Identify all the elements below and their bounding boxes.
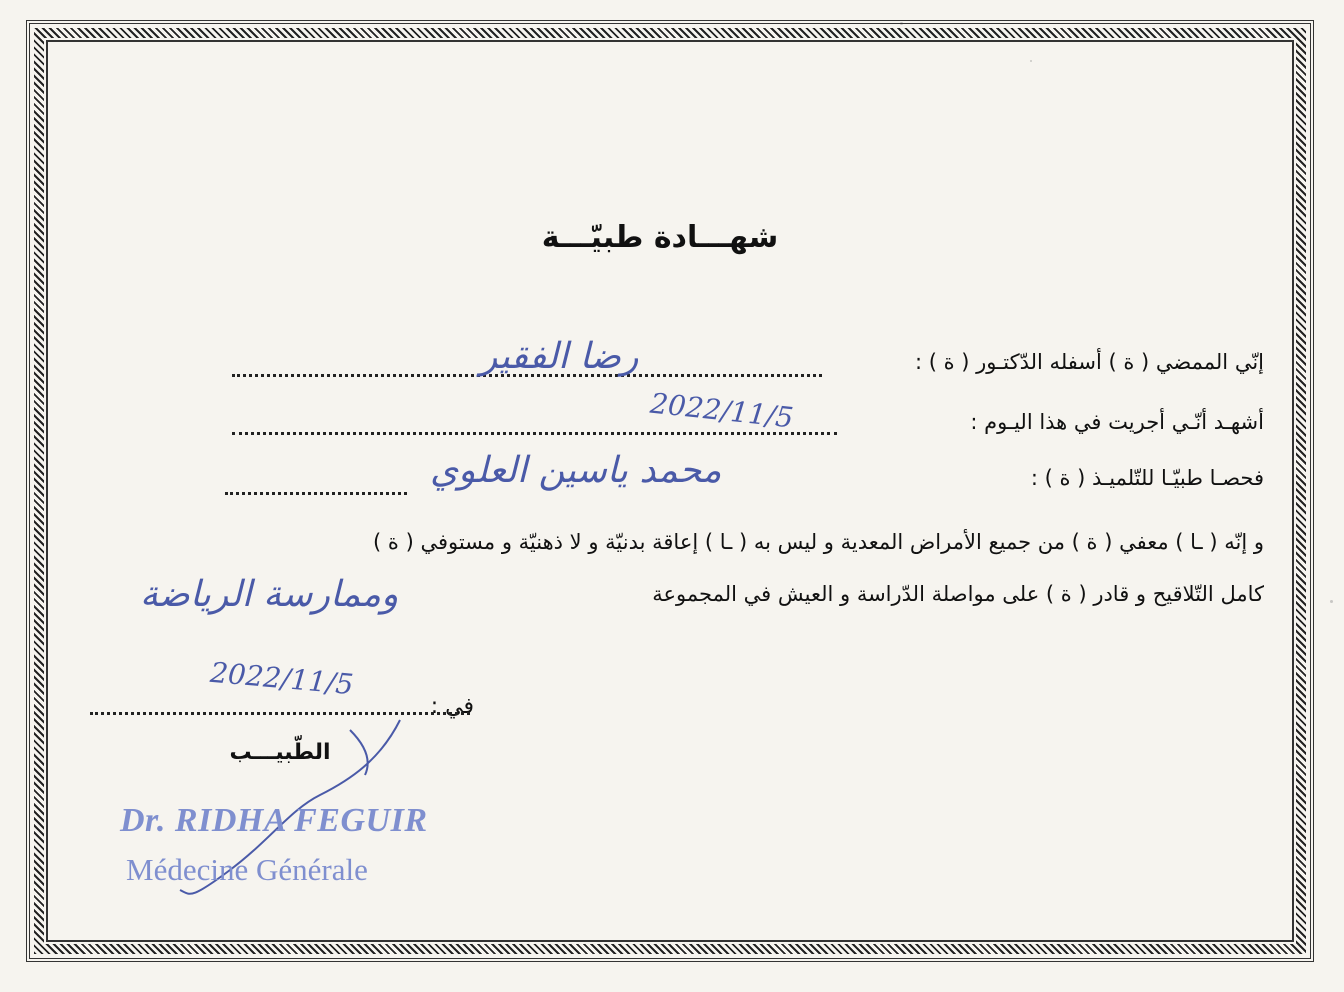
place-date-handwritten: 2022/11/5 [208,655,355,702]
student-name-handwritten: محمد ياسين العلوي [430,450,722,491]
exam-date-line-label: أشهـد أنّـي أجريت في هذا اليـوم : [970,410,1264,434]
certificate-title: شهـــادة طبيّـــة [541,220,779,255]
signatory-label: الطّبيـــب [229,740,331,765]
health-statement-line: و إنّه ( ـا ) معفي ( ة ) من جميع الأمراض المعدية و ليس به ( ـا ) إعاقة بدنيّة و لا ذهنيّة و مستوفي ( ة ) [373,530,1264,554]
student-line-label: فحصـا طبيّـا للتّلميـذ ( ة ) : [1030,466,1264,490]
stamp-specialty: Médecine Générale [126,852,368,887]
doctor-name-handwritten: رضا الفقير [480,336,639,377]
vaccination-statement-line: كامل التّلاقيح و قادر ( ة ) على مواصلة الدّراسة و العيش في المجموعة [652,582,1264,606]
doctor-line-label: إنّي الممضي ( ة ) أسفله الدّكتـور ( ة ) : [914,350,1264,374]
place-date-label: في : [430,694,474,719]
exam-date-dotted-field [232,432,837,435]
exam-date-handwritten: 2022/11/5 [648,386,795,435]
student-name-dotted-field [225,492,407,495]
stamp-doctor-name: Dr. RIDHA FEGUIR [120,802,428,839]
sports-handwritten: وممارسة الرياضة [140,574,399,615]
